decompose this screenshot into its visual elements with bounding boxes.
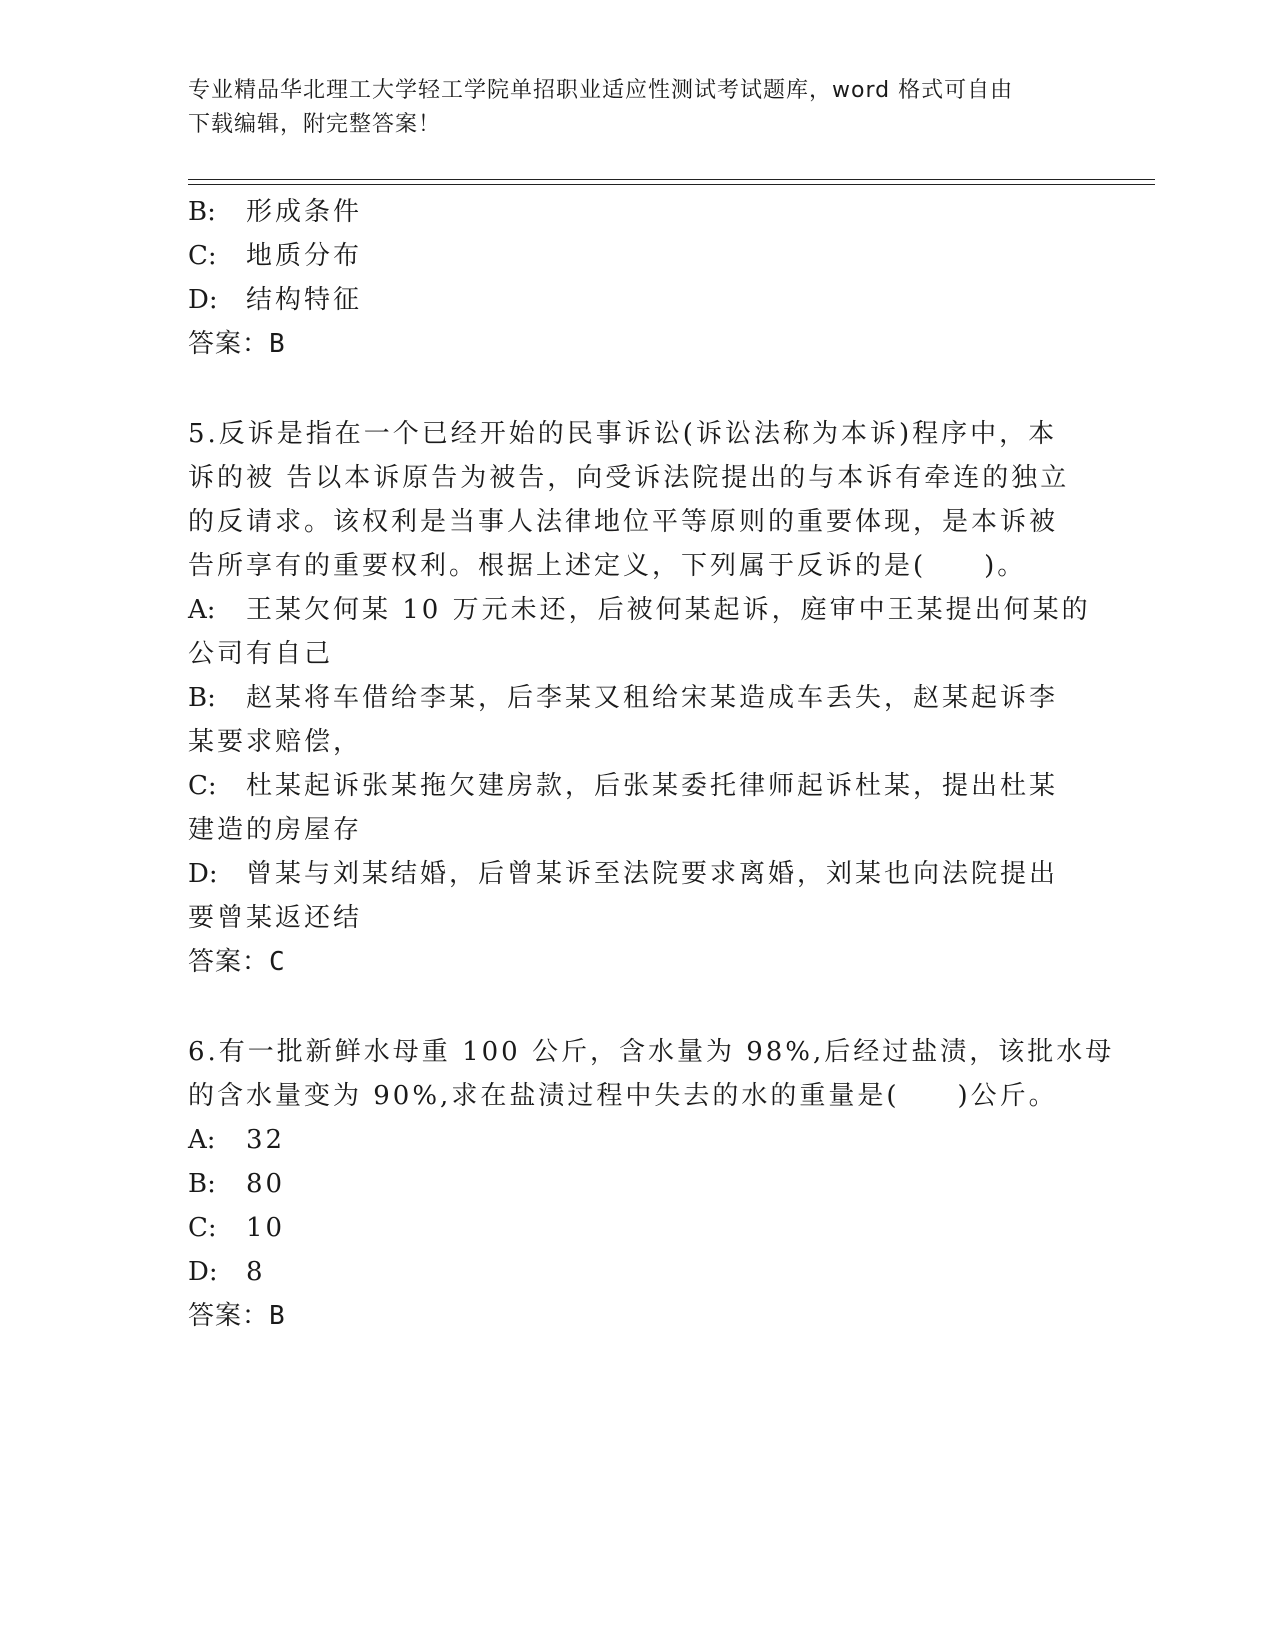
option-letter: B:	[188, 683, 216, 713]
option-letter: A:	[188, 595, 216, 625]
option-letter: C:	[188, 241, 217, 271]
q5-option-b-cont: 某要求赔偿，	[188, 727, 363, 757]
q6-stem-line-1: 6.有一批新鲜水母重 100 公斤，含水量为 98%,后经过盐渍，该批水母	[188, 1037, 1115, 1067]
option-text: 80	[246, 1169, 286, 1199]
option-letter: D:	[188, 859, 218, 889]
option-letter: C:	[188, 771, 217, 801]
q5-answer	[188, 946, 286, 978]
q5-option-c	[188, 770, 1058, 802]
q5-option-b	[188, 682, 1058, 714]
header-divider-bottom	[188, 184, 1155, 185]
q5-option-a-cont: 公司有自己	[188, 639, 334, 669]
q5-stem-line-4: 告所享有的重要权利。根据上述定义，下列属于反诉的是( )。	[188, 551, 1027, 581]
q6-answer	[188, 1300, 286, 1332]
q6-option-a	[188, 1124, 285, 1156]
q5-stem-line-1: 5.反诉是指在一个已经开始的民事诉讼(诉讼法称为本诉)程序中，本	[188, 419, 1058, 449]
q4-answer	[188, 328, 286, 360]
option-text: 曾某与刘某结婚，后曾某诉至法院要求离婚，刘某也向法院提出	[246, 859, 1059, 889]
q5-option-d	[188, 858, 1058, 890]
option-text: 10	[246, 1213, 286, 1243]
q5-stem-line-3: 的反请求。该权利是当事人法律地位平等原则的重要体现，是本诉被	[188, 507, 1059, 537]
answer-value: C	[269, 947, 286, 977]
option-text: 地质分布	[246, 241, 363, 271]
option-text: 32	[246, 1125, 286, 1155]
option-text: 杜某起诉张某拖欠建房款，后张某委托律师起诉杜某，提出杜某	[246, 771, 1059, 801]
header-divider-top	[188, 179, 1155, 180]
option-text: 结构特征	[246, 285, 363, 315]
q5-option-c-cont: 建造的房屋存	[188, 815, 363, 845]
option-letter: C:	[188, 1213, 217, 1243]
answer-label: 答案：	[188, 1301, 270, 1331]
option-letter: D:	[188, 285, 218, 315]
q4-option-b	[188, 196, 362, 228]
answer-label: 答案：	[188, 329, 270, 359]
q6-option-c	[188, 1212, 285, 1244]
answer-value: B	[269, 329, 286, 359]
option-text: 王某欠何某 10 万元未还，后被何某起诉，庭审中王某提出何某的	[246, 595, 1091, 625]
q6-option-d	[188, 1256, 266, 1288]
option-letter: B:	[188, 1169, 216, 1199]
header-line-1: 专业精品华北理工大学轻工学院单招职业适应性测试考试题库，word 格式可自由	[188, 78, 1014, 103]
q6-stem-line-2: 的含水量变为 90%,求在盐渍过程中失去的水的重量是( )公斤。	[188, 1081, 1058, 1111]
page-header	[188, 74, 1088, 142]
q4-option-c	[188, 240, 362, 272]
option-letter: D:	[188, 1257, 218, 1287]
option-text: 8	[246, 1257, 266, 1287]
header-line-2: 下载编辑，附完整答案！	[188, 112, 442, 137]
option-text: 形成条件	[246, 197, 363, 227]
q5-option-a	[188, 594, 1091, 626]
q5-option-d-cont: 要曾某返还结	[188, 903, 363, 933]
q5-stem-line-2: 诉的被 告以本诉原告为被告，向受诉法院提出的与本诉有牵连的独立	[188, 463, 1070, 493]
q4-option-d	[188, 284, 362, 316]
answer-value: B	[269, 1301, 286, 1331]
answer-label: 答案：	[188, 947, 270, 977]
q6-option-b	[188, 1168, 285, 1200]
option-letter: B:	[188, 197, 216, 227]
option-letter: A:	[188, 1125, 216, 1155]
option-text: 赵某将车借给李某，后李某又租给宋某造成车丢失，赵某起诉李	[246, 683, 1059, 713]
